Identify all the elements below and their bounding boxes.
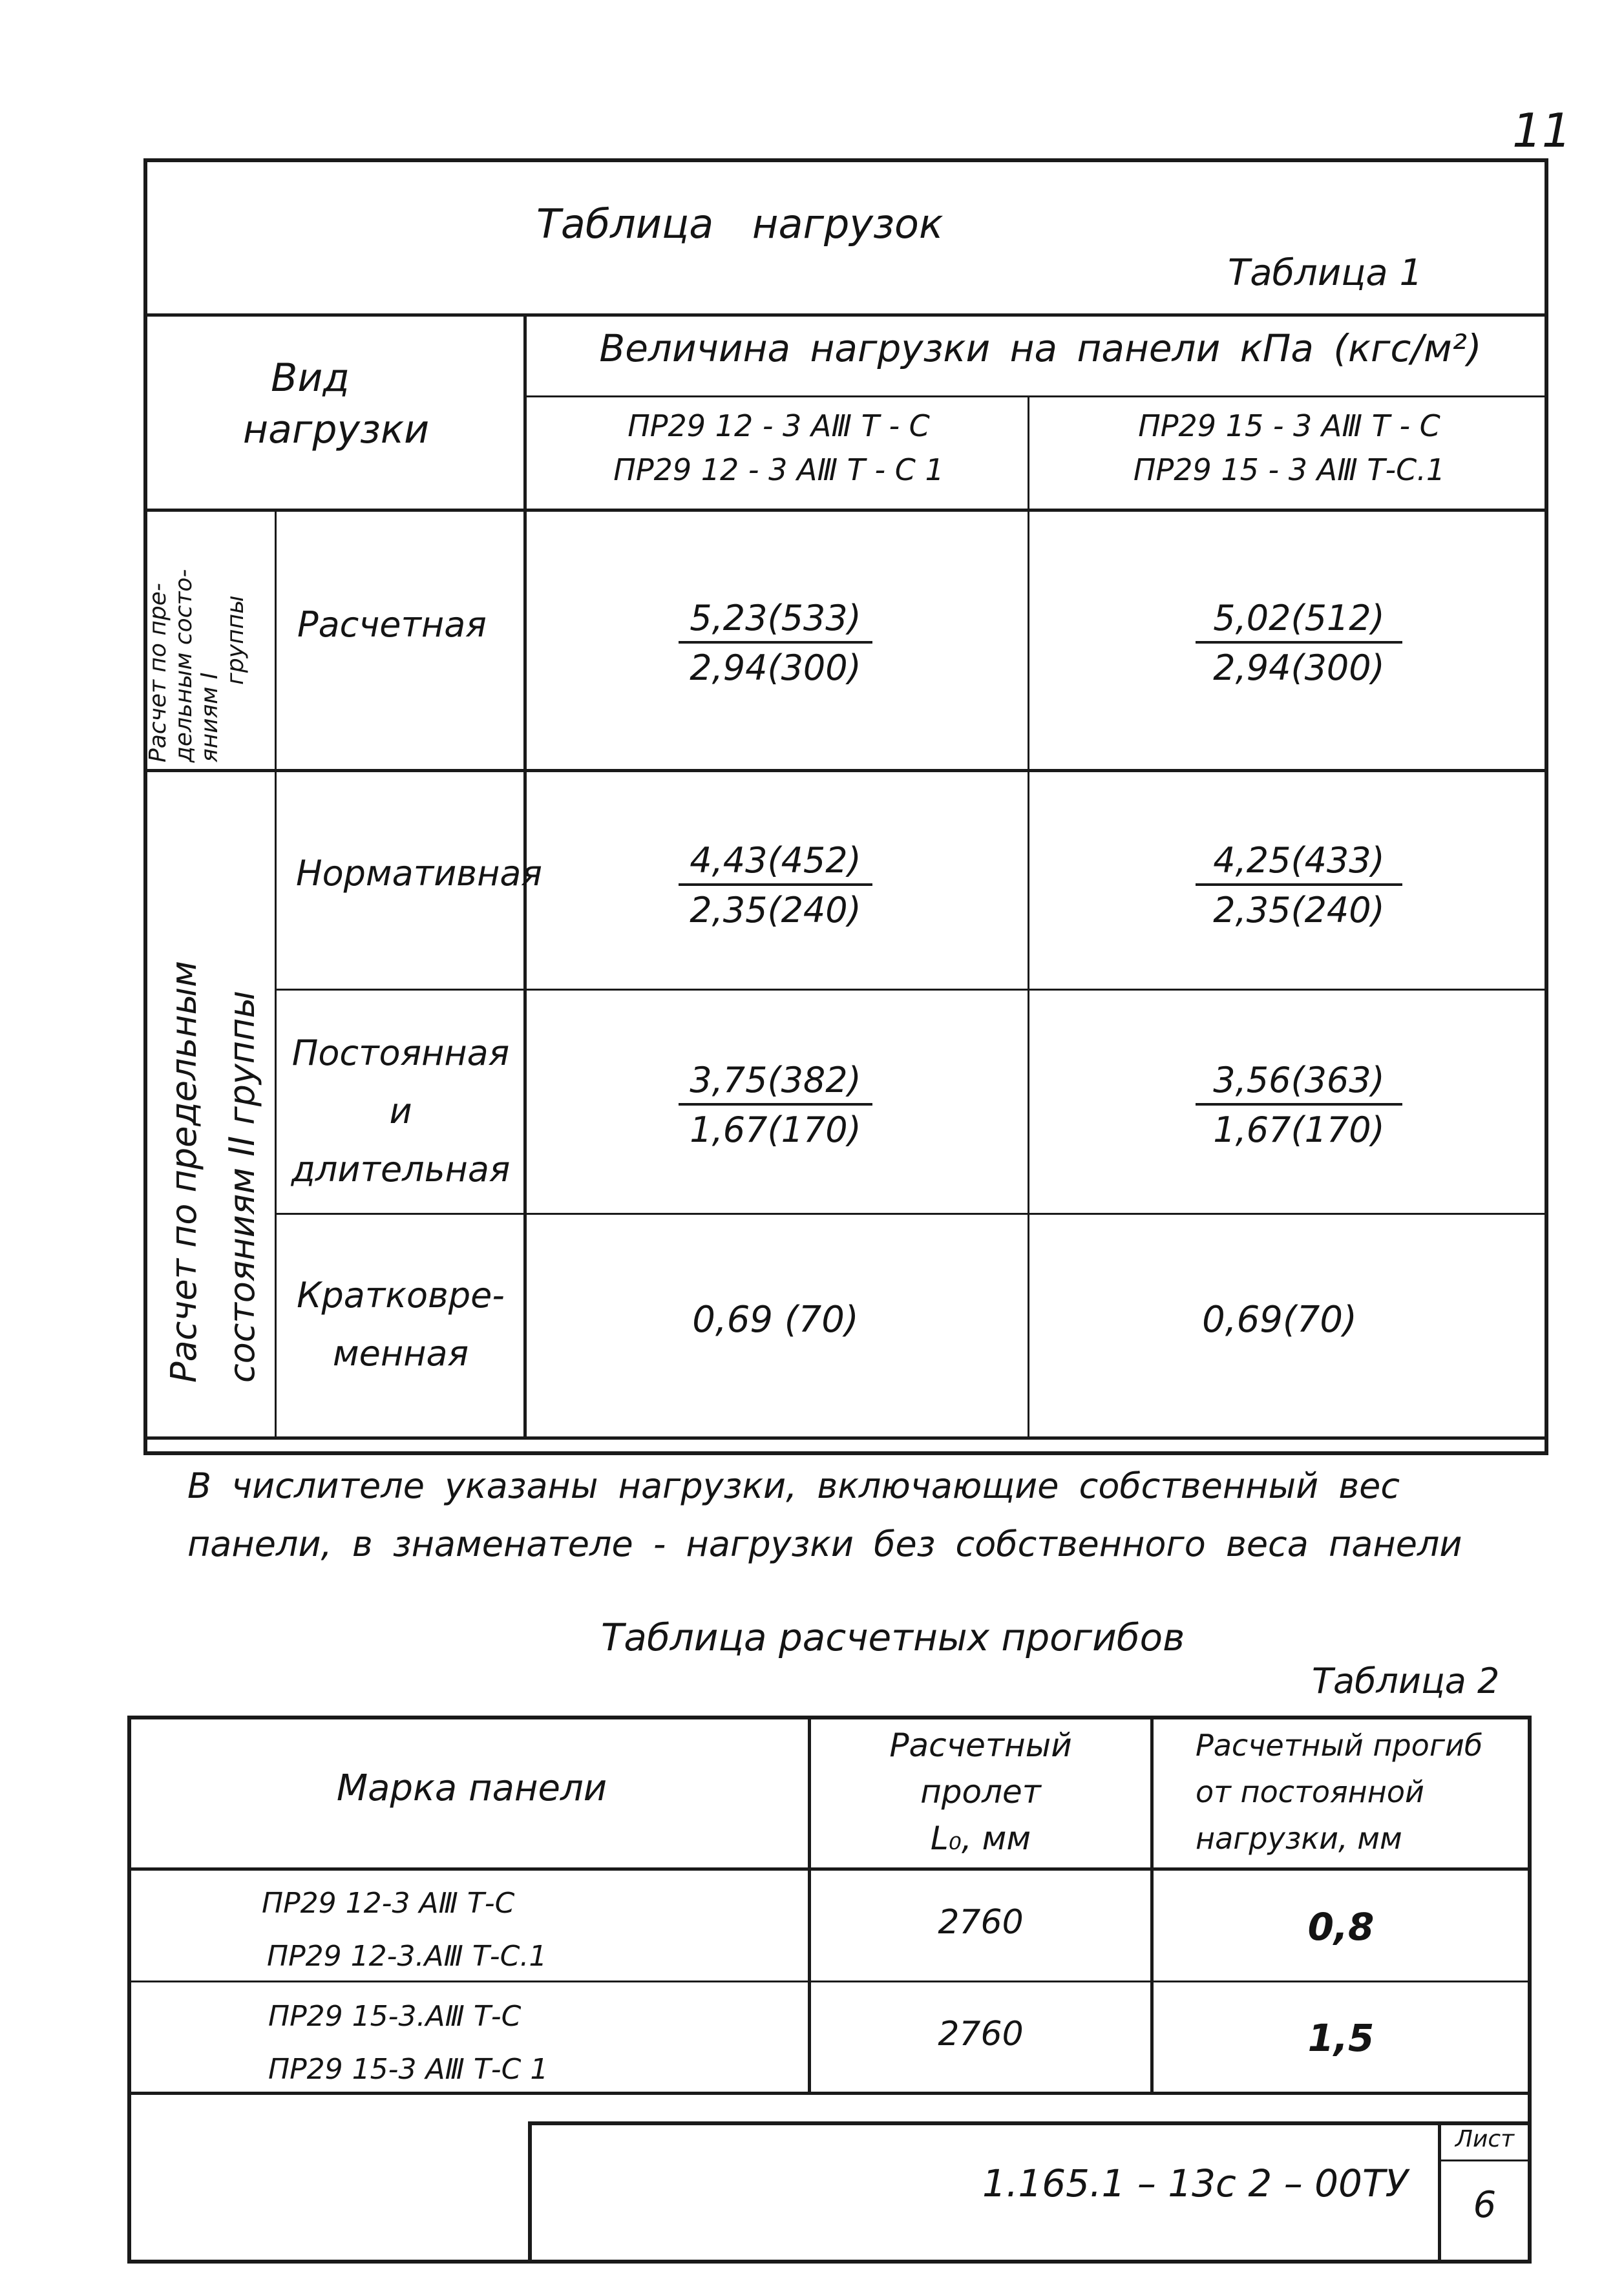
group1-line2: дельным состо- [171,569,197,762]
t2-header-deflection-2: от постоянной [1196,1774,1424,1809]
value-design-a-num: 5,23(533) [679,598,872,644]
row-name-design: Расчетная [297,604,487,645]
t1-line-ab-col [1028,395,1029,1438]
stamp-code: 1.165.1 – 13с 2 – 00ТУ [982,2161,1408,2205]
t2-row2-mark1: ПР29 15-3.АⅢ Т-С [268,2000,522,2033]
t1-line-row3-bottom [275,1213,1548,1215]
value-permanent-a-den: 1,67(170) [690,1109,861,1150]
header-kind-line1: Вид [271,355,350,401]
t2-header-deflection [1196,1722,1525,1862]
t2-header-deflection-3: нагрузки, мм [1196,1821,1402,1856]
header-value: Величина нагрузки на панели кПа (кгс/м²) [599,326,1482,370]
t1-line-group1-bottom [143,769,1548,772]
row-name-permanent-3: длительная [291,1149,511,1190]
t2-line-header-bottom [127,1867,1532,1871]
header-kind [194,352,478,456]
table1-label: Таблица 1 [1228,252,1423,294]
t2-line-col2 [1150,1716,1154,2094]
header-panels-a [530,404,1028,492]
header-kind-line2: нагрузки [242,407,430,452]
group1-line3: яниям I [196,672,223,762]
t1-line-value-sub [523,395,1548,397]
value-normative-a-den: 2,35(240) [690,890,861,930]
t2-row2-marks [268,1990,548,2096]
group2-label [155,961,271,1383]
header-panels-b [1034,404,1545,492]
t2-header-span [814,1722,1147,1862]
value-design-a [679,598,872,688]
table2-title: Таблица расчетных прогибов [601,1615,1185,1659]
t2-header-mark: Марка панели [336,1767,607,1809]
row-name-permanent [284,1024,517,1199]
note-line2: панели, в знаменателе - нагрузки без собственного веса панели [187,1524,1462,1564]
t2-header-deflection-1: Расчетный прогиб [1196,1728,1483,1763]
stamp-sheet-number: 6 [1473,2184,1497,2226]
t1-line-row2-bottom [275,989,1548,991]
stamp-sheet-label: Лист [1455,2126,1515,2152]
group2-line1: Расчет по предельным [163,961,204,1383]
value-design-a-den: 2,94(300) [690,647,861,688]
group1-label [145,569,249,762]
row-name-normative: Нормативная [296,853,543,894]
t2-row1-mark2: ПР29 12-3.АⅢ Т-С.1 [267,1940,547,1973]
row-name-permanent-1: Постоянная [291,1033,510,1073]
t1-line-header-bottom [143,509,1548,512]
value-permanent-b [1196,1060,1402,1150]
table1-title: Таблица нагрузок [536,200,944,247]
t2-row2-span: 2760 [938,2015,1024,2054]
value-short-a: 0,69 (70) [692,1299,859,1341]
value-design-b-den: 2,94(300) [1213,647,1385,688]
stamp-line-sheet-label [1438,2160,1532,2161]
table1-note [187,1457,1462,1573]
panel-a-2: ПР29 12 - 3 АⅢ Т - С 1 [613,452,944,487]
row-name-short-1: Кратковре- [297,1275,505,1316]
group1-line4: группы [222,595,249,685]
value-short-b: 0,69(70) [1202,1299,1357,1341]
page-number: 11 [1512,103,1572,158]
t2-header-span-1: Расчетный [889,1727,1072,1764]
t2-row1-marks [262,1877,547,1983]
value-design-b [1196,598,1402,688]
group2-line2: состояниям II группы [222,990,262,1383]
t1-line-body-bottom [143,1436,1548,1440]
value-permanent-a [679,1060,872,1150]
t1-line-header-top [143,313,1548,317]
t2-row1-span: 2760 [938,1903,1024,1942]
t2-row1-deflection: 0,8 [1307,1905,1375,1949]
t2-row2-mark2: ПР29 15-3 АⅢ Т-С 1 [268,2053,549,2086]
value-design-b-num: 5,02(512) [1196,598,1402,644]
panel-a-1: ПР29 12 - 3 АⅢ Т - С [627,408,930,443]
value-permanent-a-num: 3,75(382) [679,1060,872,1106]
value-permanent-b-num: 3,56(363) [1196,1060,1402,1106]
t2-row2-deflection: 1,5 [1307,2016,1375,2060]
t2-header-span-2: пролет [920,1773,1041,1811]
t2-line-col1 [808,1716,811,2094]
row-name-short [284,1266,517,1383]
value-normative-b-den: 2,35(240) [1213,890,1385,930]
value-normative-b [1196,840,1402,930]
value-normative-b-num: 4,25(433) [1196,840,1402,886]
t2-header-span-3: L₀, мм [930,1820,1031,1857]
row-name-permanent-2: и [389,1091,412,1131]
panel-b-1: ПР29 15 - 3 АⅢ Т - С [1138,408,1440,443]
value-normative-a [679,840,872,930]
row-name-short-2: менная [332,1333,469,1374]
panel-b-2: ПР29 15 - 3 АⅢ Т-С.1 [1133,452,1446,487]
group1-line1: Расчет по пре- [145,583,171,762]
value-normative-a-num: 4,43(452) [679,840,872,886]
note-line1: В числителе указаны нагрузки, включающие собственный вес [187,1466,1400,1506]
t2-row1-mark1: ПР29 12-3 АⅢ Т-С [262,1887,515,1920]
t1-line-group-col [275,509,277,1438]
table2-label: Таблица 2 [1312,1661,1500,1701]
value-permanent-b-den: 1,67(170) [1213,1109,1385,1150]
